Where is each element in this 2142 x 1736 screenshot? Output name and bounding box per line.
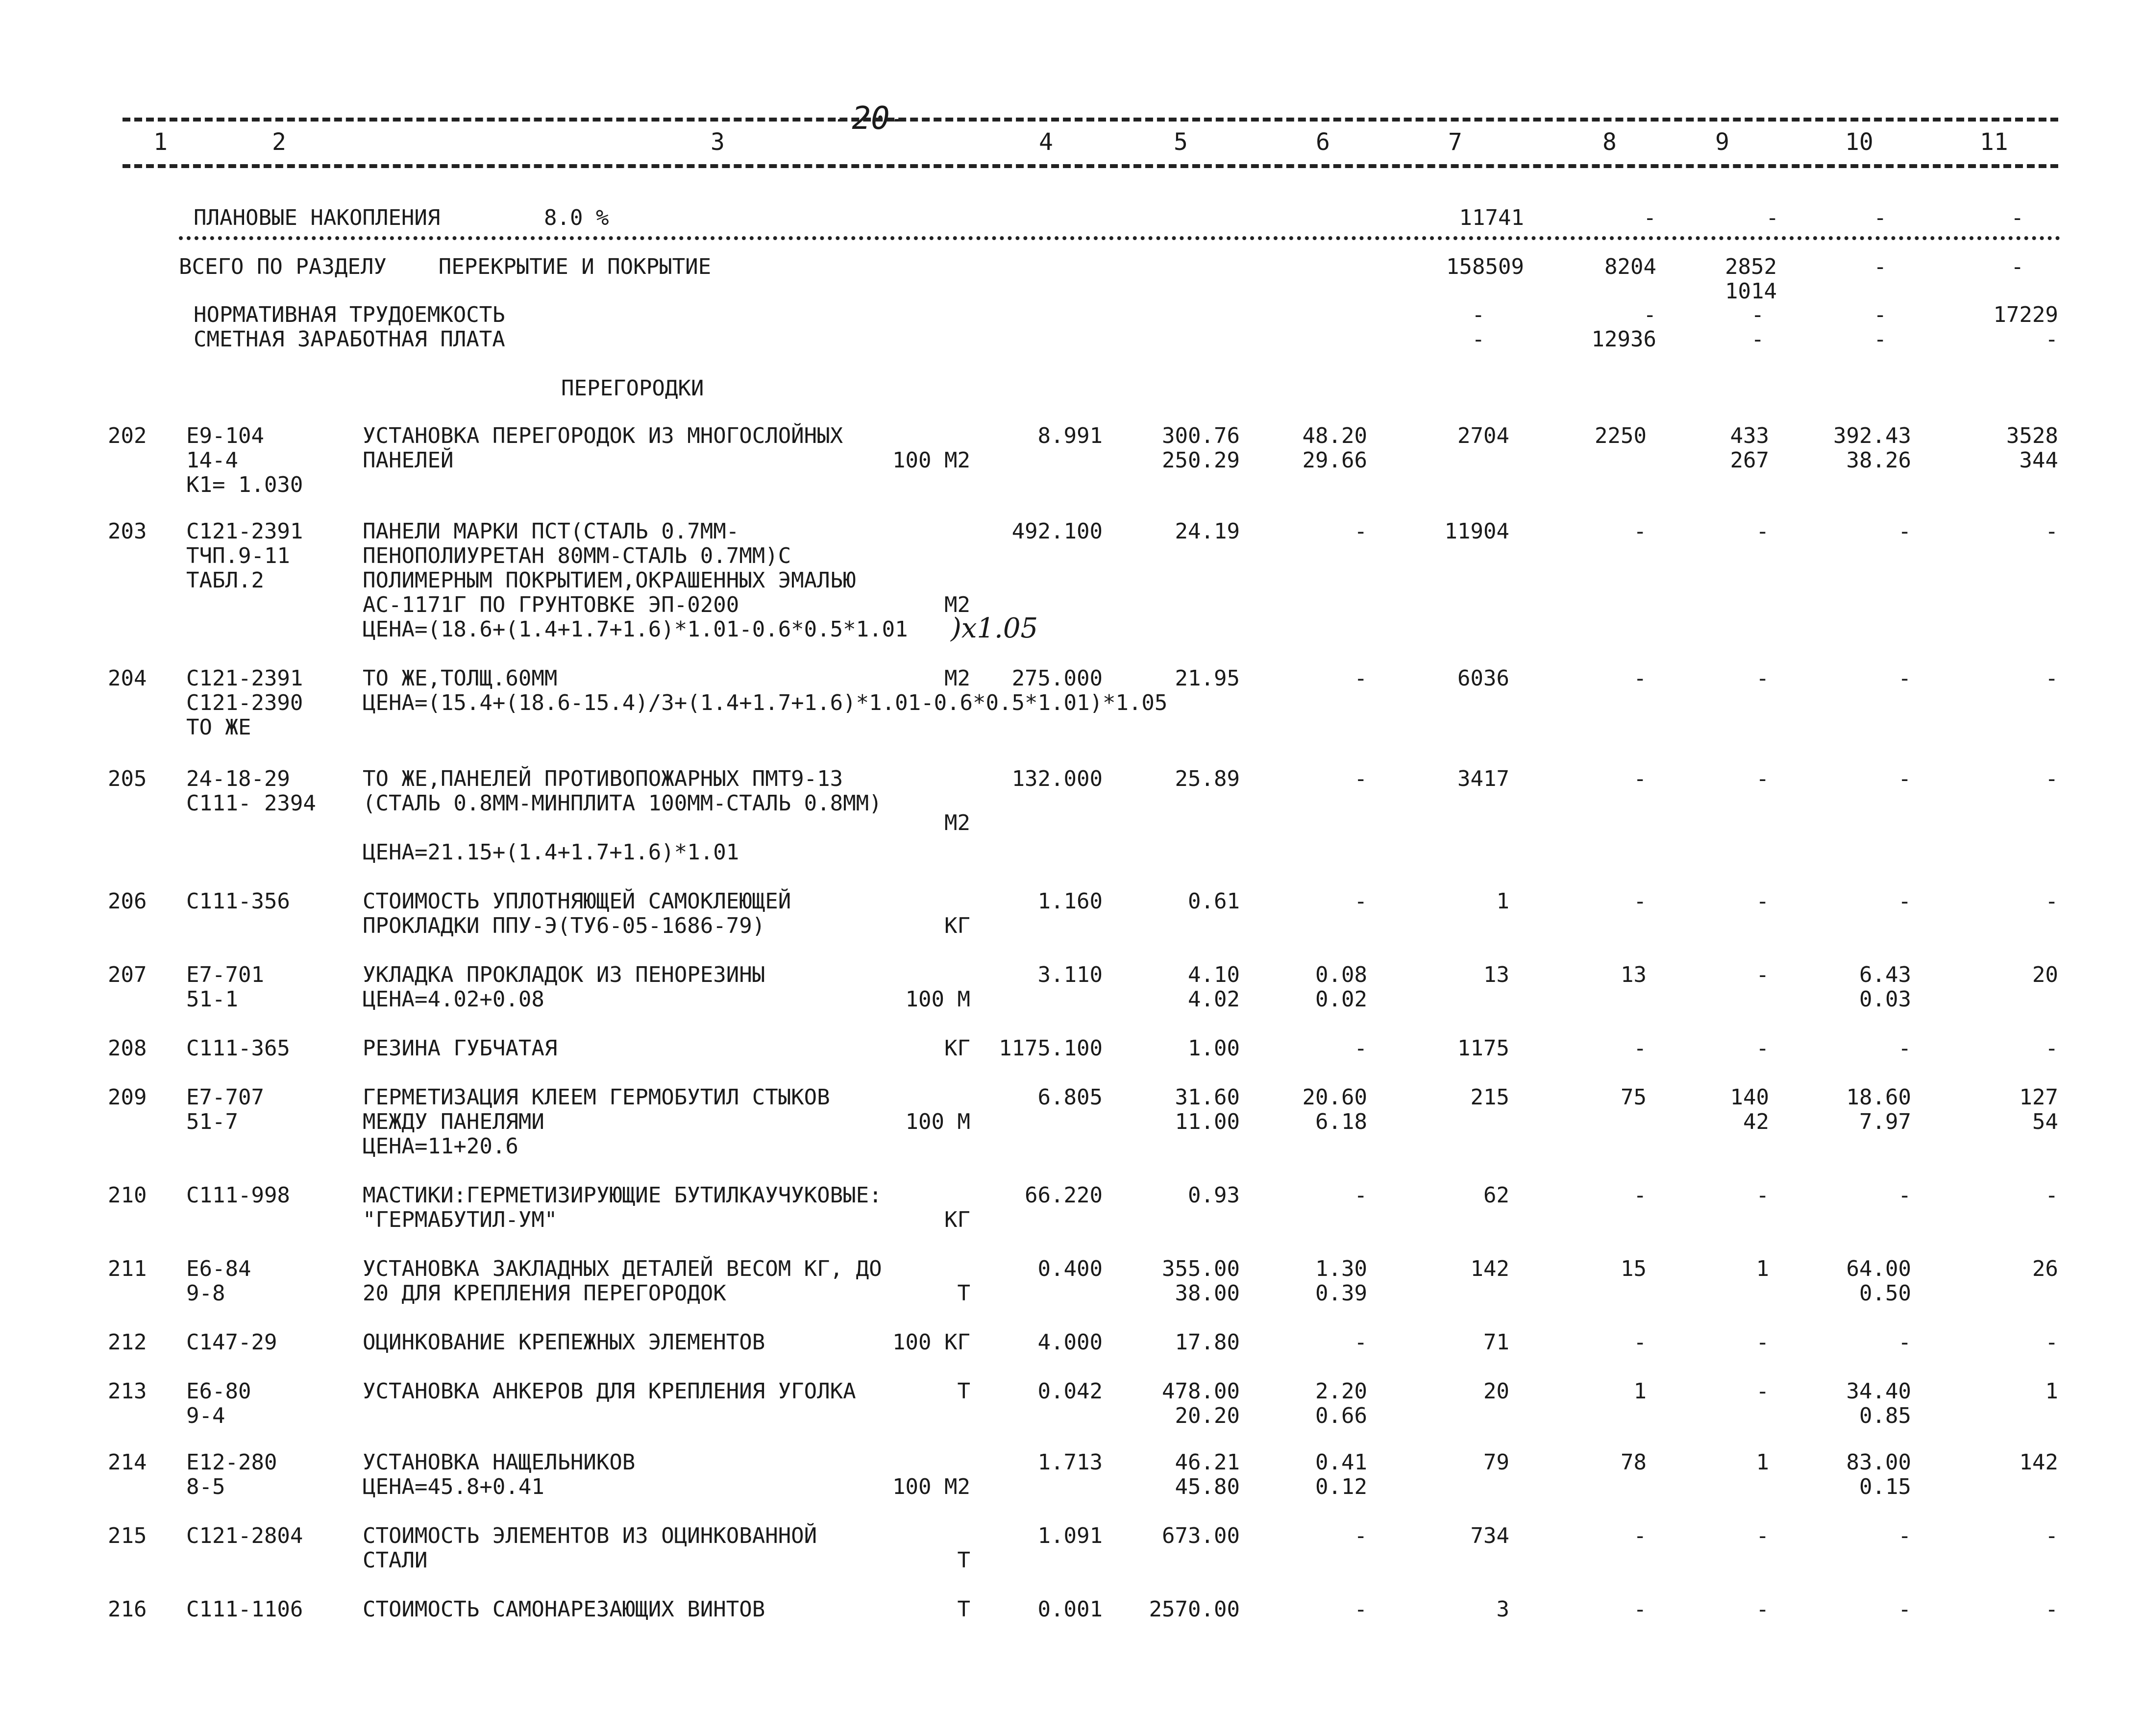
cell-c11: - (2045, 1330, 2058, 1355)
col-header-9: 9 (1715, 128, 1729, 156)
cell-unit: Т (957, 1379, 970, 1404)
cell-c10: 6.43 0.03 (1859, 962, 1911, 1012)
cell-c4: 492.100 (1011, 519, 1103, 544)
cell-c10: - (1898, 666, 1911, 691)
cell-c7: 3417 (1457, 766, 1509, 791)
cell-c10: - (1898, 519, 1911, 544)
cell-n: 206 (108, 889, 147, 914)
cell-c8: - (1633, 1330, 1647, 1355)
cell-c7: 62 (1483, 1183, 1509, 1208)
cell-code: Е9-104 14-4 К1= 1.030 (186, 423, 303, 497)
cell-code: Е7-701 51-1 (186, 962, 264, 1012)
cell-c11: 127 54 (2019, 1085, 2058, 1134)
cell-c8: 13 (1621, 962, 1647, 987)
cell-c5: 0.61 (1188, 889, 1240, 914)
cell-desc: РЕЗИНА ГУБЧАТАЯ (363, 1036, 558, 1061)
total-c10: - (1873, 254, 1887, 279)
planned-savings-percent: 8.0 % (544, 205, 609, 230)
cell-desc: МАСТИКИ:ГЕРМЕТИЗИРУЮЩИЕ БУТИЛКАУЧУКОВЫЕ: "ГЕРМАБУТИЛ-УМ" (363, 1183, 882, 1232)
cell-c6: - (1354, 1330, 1367, 1355)
planned-c11: - (2011, 205, 2024, 230)
cell-c11: - (2045, 666, 2058, 691)
cell-c4: 1175.100 (999, 1036, 1103, 1061)
cell-c6: - (1354, 1523, 1367, 1548)
section-title: ПЕРЕГОРОДКИ (561, 376, 704, 401)
cell-c9: - (1756, 1597, 1769, 1622)
cell-c10: - (1898, 1597, 1911, 1622)
cell-c5: 24.19 (1175, 519, 1240, 544)
cell-c6: - (1354, 666, 1367, 691)
cell-unit: 100 КГ (892, 1330, 970, 1355)
cell-c7: 1175 (1457, 1036, 1509, 1061)
cell-c10: 64.00 0.50 (1846, 1256, 1911, 1306)
planned-c10: - (1873, 205, 1887, 230)
cell-c5: 25.89 (1175, 766, 1240, 791)
cell-desc: ОЦИНКОВАНИЕ КРЕПЕЖНЫХ ЭЛЕМЕНТОВ (363, 1330, 765, 1355)
cell-c7: 215 (1470, 1085, 1509, 1110)
labor-c8: - 12936 (1591, 302, 1656, 352)
cell-c10: 83.00 0.15 (1846, 1450, 1911, 1499)
cell-c5: 46.21 45.80 (1175, 1450, 1240, 1499)
cell-c5: 1.00 (1188, 1036, 1240, 1061)
cell-c4: 1.091 (1037, 1523, 1103, 1548)
cell-c9: - (1756, 1330, 1769, 1355)
cell-n: 216 (108, 1597, 147, 1622)
cell-c5: 300.76 250.29 (1162, 423, 1240, 473)
cell-c8: - (1633, 1597, 1647, 1622)
col-header-10: 10 (1845, 128, 1873, 156)
cell-c4: 66.220 (1025, 1183, 1103, 1208)
cell-c11: 26 (2032, 1256, 2058, 1281)
cell-c11: - (2045, 519, 2058, 544)
cell-c5: 21.95 (1175, 666, 1240, 691)
cell-c4: 0.400 (1037, 1256, 1103, 1281)
cell-n: 203 (108, 519, 147, 544)
cell-c7: 79 (1483, 1450, 1509, 1475)
cell-c9: - (1756, 1523, 1769, 1548)
cell-c8: - (1633, 519, 1647, 544)
cell-c8: - (1633, 1036, 1647, 1061)
cell-c5: 673.00 (1162, 1523, 1240, 1548)
cell-c8: - (1633, 1523, 1647, 1548)
cell-c11: 3528 344 (2006, 423, 2058, 473)
cell-desc: УСТАНОВКА ПЕРЕГОРОДОК ИЗ МНОГОСЛОЙНЫХ ПАНЕЛЕЙ (363, 423, 843, 473)
cell-c5: 17.80 (1175, 1330, 1240, 1355)
cell-unit: КГ (944, 1036, 970, 1061)
cell-c7: 1 (1496, 889, 1509, 914)
cell-desc: СТОИМОСТЬ УПЛОТНЯЮЩЕЙ САМОКЛЕЮЩЕЙ ПРОКЛАДКИ ППУ-Э(ТУ6-05-1686-79) (363, 889, 791, 938)
cell-c10: - (1898, 766, 1911, 791)
cell-n: 208 (108, 1036, 147, 1061)
cell-code: С121-2391 ТЧП.9-11 ТАБЛ.2 (186, 519, 303, 593)
cell-unit: КГ (944, 913, 970, 938)
cell-n: 210 (108, 1183, 147, 1208)
cell-c6: - (1354, 519, 1367, 544)
col-header-5: 5 (1174, 128, 1188, 156)
cell-code: Е7-707 51-7 (186, 1085, 264, 1134)
cell-code: С111-1106 (186, 1597, 303, 1622)
cell-c11: - (2045, 766, 2058, 791)
cell-c10: 392.43 38.26 (1833, 423, 1911, 473)
cell-c9: - (1756, 519, 1769, 544)
cell-c6: - (1354, 1036, 1367, 1061)
planned-c7: 11741 (1459, 205, 1524, 230)
cell-c11: - (2045, 1036, 2058, 1061)
cell-c10: 18.60 7.97 (1846, 1085, 1911, 1134)
cell-desc: УСТАНОВКА АНКЕРОВ ДЛЯ КРЕПЛЕНИЯ УГОЛКА (363, 1379, 856, 1404)
labor-labels: НОРМАТИВНАЯ ТРУДОЕМКОСТЬ СМЕТНАЯ ЗАРАБОТНАЯ ПЛАТА (194, 302, 505, 352)
col-header-2: 2 (272, 128, 286, 156)
cell-c8: 78 (1621, 1450, 1647, 1475)
cell-c7: 142 (1470, 1256, 1509, 1281)
cell-code: С111-356 (186, 889, 290, 914)
cell-c11: - (2045, 1183, 2058, 1208)
cell-c10: 34.40 0.85 (1846, 1379, 1911, 1428)
cell-c5: 355.00 38.00 (1162, 1256, 1240, 1306)
cell-c8: - (1633, 889, 1647, 914)
cell-c9: - (1756, 1379, 1769, 1404)
cell-c11: 20 (2032, 962, 2058, 987)
cell-c6: - (1354, 1183, 1367, 1208)
col-header-4: 4 (1039, 128, 1053, 156)
cell-c6: 0.41 0.12 (1315, 1450, 1367, 1499)
cell-c4: 6.805 (1037, 1085, 1103, 1110)
cell-code: С111-998 (186, 1183, 290, 1208)
cell-c6: - (1354, 889, 1367, 914)
cell-c10: - (1898, 1330, 1911, 1355)
cell-c5: 0.93 (1188, 1183, 1240, 1208)
cell-c4: 8.991 (1037, 423, 1103, 448)
cell-c4: 132.000 (1011, 766, 1103, 791)
cell-n: 211 (108, 1256, 147, 1281)
cell-c5: 478.00 20.20 (1162, 1379, 1240, 1428)
cell-c6: 20.60 6.18 (1302, 1085, 1367, 1134)
cell-unit: М2 (944, 666, 970, 691)
cell-unit: КГ (944, 1207, 970, 1232)
cell-c9: 1 (1756, 1450, 1769, 1475)
cell-c7: 11904 (1444, 519, 1509, 544)
cell-c8: 75 (1621, 1085, 1647, 1110)
cell-n: 212 (108, 1330, 147, 1355)
cell-c10: - (1898, 1036, 1911, 1061)
cell-desc: ГЕРМЕТИЗАЦИЯ КЛЕЕМ ГЕРМОБУТИЛ СТЫКОВ МЕЖДУ ПАНЕЛЯМИ ЦЕНА=11+20.6 (363, 1085, 830, 1159)
cell-c9: - (1756, 962, 1769, 987)
planned-c8: - (1643, 205, 1656, 230)
cell-c5: 4.10 4.02 (1188, 962, 1240, 1012)
cell-unit: 100 М2 (892, 1474, 970, 1499)
cell-c9: 140 42 (1730, 1085, 1769, 1134)
cell-c8: 15 (1621, 1256, 1647, 1281)
cell-c8: 2250 (1595, 423, 1647, 448)
cell-code: С121-2804 (186, 1523, 303, 1548)
cell-c9: - (1756, 1036, 1769, 1061)
cell-c7: 71 (1483, 1330, 1509, 1355)
cell-code: Е6-80 9-4 (186, 1379, 251, 1428)
cell-unit: 100 М (905, 1109, 970, 1134)
cell-desc: УСТАНОВКА ЗАКЛАДНЫХ ДЕТАЛЕЙ ВЕСОМ КГ, ДО 20 ДЛЯ КРЕПЛЕНИЯ ПЕРЕГОРОДОК (363, 1256, 882, 1306)
col-header-8: 8 (1602, 128, 1617, 156)
page-number: -20- (833, 100, 909, 137)
cell-c7: 13 (1483, 962, 1509, 987)
cell-c7: 734 (1470, 1523, 1509, 1548)
total-c11: - (2011, 254, 2024, 279)
cell-c9: - (1756, 889, 1769, 914)
cell-c4: 4.000 (1037, 1330, 1103, 1355)
cell-c6: 48.20 29.66 (1302, 423, 1367, 473)
cell-c9: - (1756, 766, 1769, 791)
labor-c10: - - (1873, 302, 1887, 352)
cell-c8: - (1633, 1183, 1647, 1208)
cell-unit: Т (957, 1281, 970, 1306)
cell-c9: 1 (1756, 1256, 1769, 1281)
cell-unit: Т (957, 1548, 970, 1573)
cell-c11: - (2045, 1523, 2058, 1548)
cell-c7: 3 (1496, 1597, 1509, 1622)
cell-n: 207 (108, 962, 147, 987)
cell-c8: - (1633, 666, 1647, 691)
cell-unit: М2 (944, 810, 970, 835)
header-dashed-rule (123, 164, 2058, 168)
planned-savings-label: ПЛАНОВЫЕ НАКОПЛЕНИЯ (194, 205, 441, 230)
cell-c6: 2.20 0.66 (1315, 1379, 1367, 1428)
cell-c8: - (1633, 766, 1647, 791)
cell-n: 215 (108, 1523, 147, 1548)
cell-desc: ПАНЕЛИ МАРКИ ПСТ(СТАЛЬ 0.7ММ- ПЕНОПОЛИУРЕТАН 80ММ-СТАЛЬ 0.7ММ)С ПОЛИМЕРНЫМ ПОКРЫТИЕМ,ОКРАШЕННЫХ ЭМАЛЬЮ АС-1171Г ПО ГРУНТОВКЕ ЭП-0200 ЦЕНА=(18.6+(1.4+1.7+1.6)*1.01-0.6*0.5*1.01 (363, 519, 908, 642)
cell-c6: 0.08 0.02 (1315, 962, 1367, 1012)
section-total-label: ВСЕГО ПО РАЗДЕЛУ ПЕРЕКРЫТИЕ И ПОКРЫТИЕ (179, 254, 712, 279)
cell-c4: 1.160 (1037, 889, 1103, 914)
cell-c9: - (1756, 666, 1769, 691)
cell-c6: 1.30 0.39 (1315, 1256, 1367, 1306)
cell-c7: 2704 (1457, 423, 1509, 448)
cell-c11: 1 (2045, 1379, 2058, 1404)
cell-n: 213 (108, 1379, 147, 1404)
cell-c10: - (1898, 1523, 1911, 1548)
cell-n: 214 (108, 1450, 147, 1475)
cell-unit: 100 М2 (892, 448, 970, 473)
cell-desc: СТОИМОСТЬ ЭЛЕМЕНТОВ ИЗ ОЦИНКОВАННОЙ СТАЛИ (363, 1523, 817, 1573)
cell-code: Е6-84 9-8 (186, 1256, 251, 1306)
top-dashed-rule (123, 118, 2058, 122)
col-header-6: 6 (1316, 128, 1330, 156)
cell-unit: Т (957, 1597, 970, 1622)
cell-c6: - (1354, 1597, 1367, 1622)
total-c9: 2852 1014 (1725, 254, 1777, 304)
planned-c9: - (1766, 205, 1779, 230)
handwritten-multiplier-note: )x1.05 (951, 612, 1038, 644)
cell-c4: 1.713 (1037, 1450, 1103, 1475)
labor-c7: - - (1472, 302, 1485, 352)
cell-code: 24-18-29 С111- 2394 (186, 766, 316, 816)
cell-code: С147-29 (186, 1330, 277, 1355)
col-header-7: 7 (1448, 128, 1462, 156)
labor-c9: - - (1751, 302, 1764, 352)
cell-desc: УКЛАДКА ПРОКЛАДОК ИЗ ПЕНОРЕЗИНЫ ЦЕНА=4.02+0.08 (363, 962, 765, 1012)
cell-c4: 275.000 (1011, 666, 1103, 691)
cell-c11: - (2045, 889, 2058, 914)
cell-c4: 3.110 (1037, 962, 1103, 987)
total-c7: 158509 (1446, 254, 1524, 279)
labor-c11: 17229 - (1993, 302, 2058, 352)
cell-n: 204 (108, 666, 147, 691)
cell-c7: 20 (1483, 1379, 1509, 1404)
total-c8: 8204 (1604, 254, 1656, 279)
cell-c6: - (1354, 766, 1367, 791)
cell-c10: - (1898, 1183, 1911, 1208)
cell-n: 209 (108, 1085, 147, 1110)
cell-c11: - (2045, 1597, 2058, 1622)
col-header-1: 1 (153, 128, 168, 156)
cell-c8: 1 (1633, 1379, 1647, 1404)
col-header-11: 11 (1980, 128, 2008, 156)
cell-c4: 0.001 (1037, 1597, 1103, 1622)
cell-c10: - (1898, 889, 1911, 914)
cell-c7: 6036 (1457, 666, 1509, 691)
cell-desc: СТОИМОСТЬ САМОНАРЕЗАЮЩИХ ВИНТОВ (363, 1597, 765, 1622)
cell-c11: 142 (2019, 1450, 2058, 1475)
cell-c4: 0.042 (1037, 1379, 1103, 1404)
cell-n: 205 (108, 766, 147, 791)
cell-c9: 433 267 (1730, 423, 1769, 473)
cell-code: С111-365 (186, 1036, 290, 1061)
cell-desc: ТО ЖЕ,ТОЛЩ.60ММ ЦЕНА=(15.4+(18.6-15.4)/3+(1.4+1.7+1.6)*1.01-0.6*0.5*1.01)*1.05 (363, 666, 1168, 715)
col-header-3: 3 (711, 128, 725, 156)
cell-desc: УСТАНОВКА НАЩЕЛЬНИКОВ ЦЕНА=45.8+0.41 (363, 1450, 636, 1499)
cell-n: 202 (108, 423, 147, 448)
cell-code: С121-2391 С121-2390 ТО ЖЕ (186, 666, 303, 740)
cell-c5: 31.60 11.00 (1175, 1085, 1240, 1134)
cell-unit: М2 (944, 592, 970, 617)
cell-desc: ТО ЖЕ,ПАНЕЛЕЙ ПРОТИВОПОЖАРНЫХ ПМТ9-13 (СТАЛЬ 0.8ММ-МИНПЛИТА 100ММ-СТАЛЬ 0.8ММ) ЦЕНА=21.15+(1.4+1.7+1.6)*1.01 (363, 766, 882, 865)
cell-code: Е12-280 8-5 (186, 1450, 277, 1499)
dotted-separator (179, 236, 2061, 240)
cell-c9: - (1756, 1183, 1769, 1208)
cell-c5: 2570.00 (1149, 1597, 1240, 1622)
cell-unit: 100 М (905, 987, 970, 1012)
